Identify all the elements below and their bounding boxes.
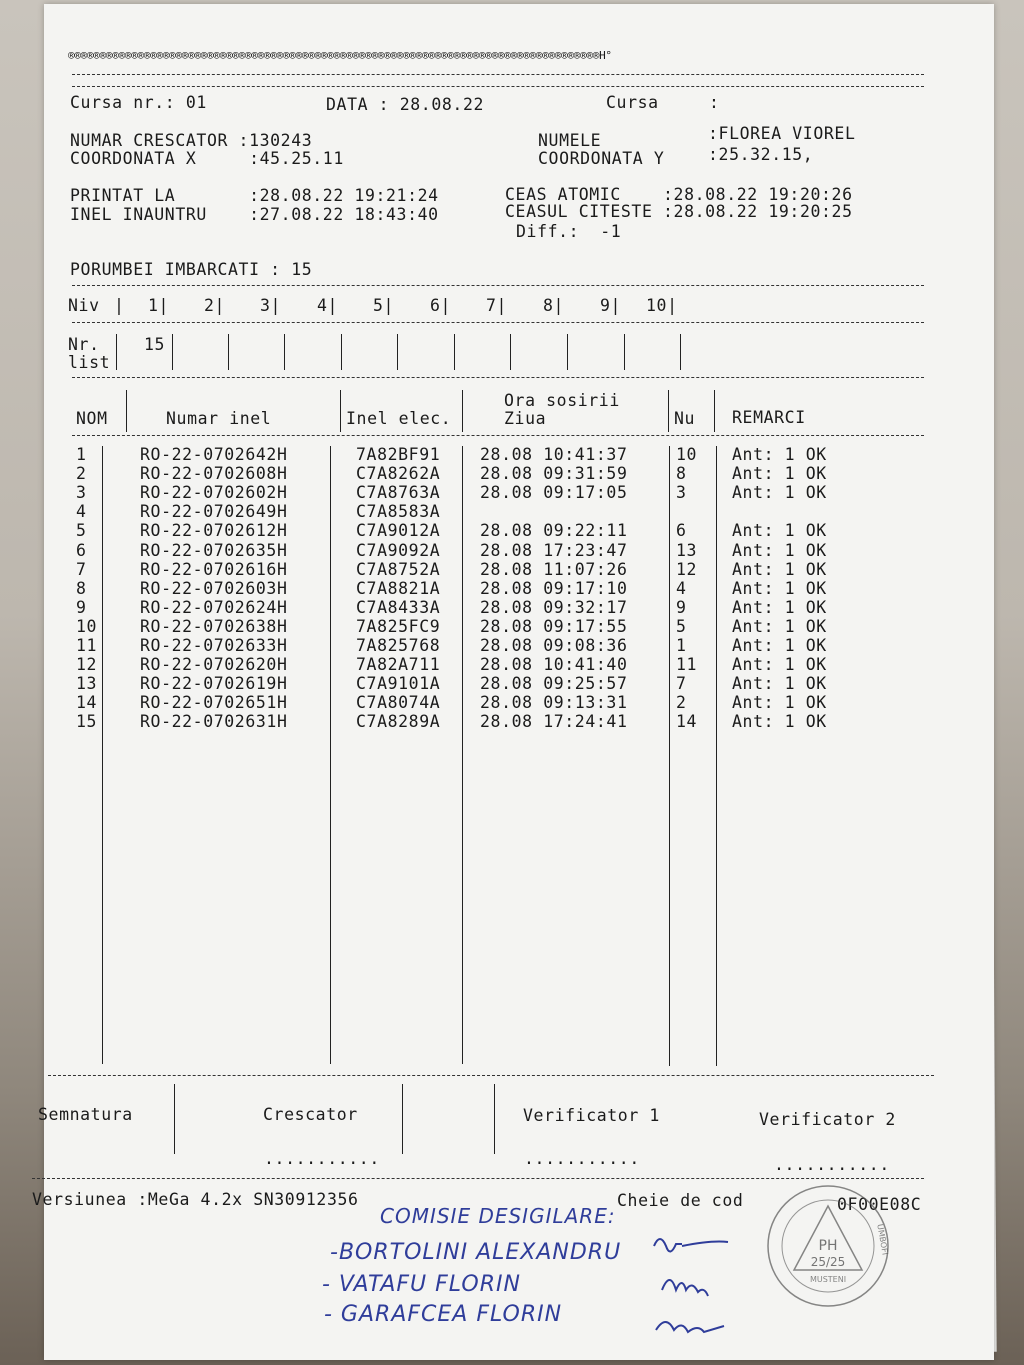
column-rule	[714, 390, 715, 432]
handwritten-commission-title: COMISIE DESIGILARE:	[380, 1204, 616, 1228]
nr-list-bar	[228, 334, 229, 370]
numele-value: :FLOREA VIOREL	[708, 124, 856, 143]
cell-nom: 3	[76, 483, 87, 503]
cell-nu: 7	[676, 674, 687, 694]
cell-numar-inel: RO-22-0702608H	[140, 464, 288, 484]
cell-nom: 7	[76, 559, 87, 579]
table-row	[44, 541, 994, 560]
coord-y-label: COORDONATA Y	[538, 149, 665, 168]
niv-separator: |	[114, 296, 125, 315]
list-label: list	[68, 353, 111, 372]
cell-nu: 8	[676, 464, 687, 484]
cell-nu: 11	[676, 655, 698, 675]
cell-ora-sosirii: 28.08 09:13:31	[480, 693, 628, 713]
cell-nom: 9	[76, 597, 87, 617]
cell-remarci: Ant: 1 OK	[732, 540, 827, 560]
col-ziua: Ziua	[504, 409, 547, 428]
cell-ora-sosirii: 28.08 17:23:47	[480, 540, 628, 560]
niv-cell: 7|	[486, 296, 508, 315]
cell-inel-elec: 7A82BF91	[356, 445, 441, 464]
cell-remarci: Ant: 1 OK	[732, 521, 827, 541]
cell-inel-elec: C7A9092A	[356, 540, 441, 560]
cheie-de-cod-label: Cheie de cod	[617, 1191, 744, 1210]
column-rule	[494, 1084, 495, 1154]
cell-numar-inel: RO-22-0702620H	[140, 655, 288, 675]
nr-list-bar	[680, 334, 681, 370]
niv-label: Niv	[68, 296, 100, 315]
svg-text:25/25: 25/25	[810, 1255, 846, 1269]
cheie-de-cod-value: 0F00E08C	[837, 1195, 922, 1214]
cell-numar-inel: RO-22-0702651H	[140, 693, 288, 713]
table-row	[44, 560, 994, 579]
niv-cell: 2|	[204, 296, 226, 315]
cell-inel-elec: C7A9101A	[356, 674, 441, 694]
divider	[72, 285, 924, 286]
table-row	[44, 579, 994, 598]
coord-y-value: :25.32.15,	[708, 145, 814, 164]
header-stars: ®®®®®®®®®®®®®®®®®®®®®®®®®®®®®®®®®®®®®®®®®®®®®®®®®®®®®®®®®®®®®®®®®®®®®®®®®®®®®®®®®®®®H°	[68, 49, 612, 62]
col-nu: Nu	[674, 409, 696, 428]
divider	[72, 435, 924, 436]
divider	[72, 322, 924, 323]
versiunea: Versiunea :MeGa 4.2x SN30912356	[32, 1190, 359, 1209]
cell-nom: 15	[76, 712, 98, 732]
cell-numar-inel: RO-22-0702612H	[140, 521, 288, 541]
cell-nu: 6	[676, 521, 687, 541]
crescator-label: Crescator	[263, 1105, 358, 1124]
diff: Diff.: -1	[516, 222, 622, 241]
cell-nom: 14	[76, 693, 98, 713]
table-row	[44, 445, 994, 464]
cell-remarci: Ant: 1 OK	[732, 483, 827, 503]
verificator2-label: Verificator 2	[759, 1110, 896, 1129]
cell-numar-inel: RO-22-0702619H	[140, 674, 288, 694]
cell-remarci: Ant: 1 OK	[732, 693, 827, 713]
cell-numar-inel: RO-22-0702631H	[140, 712, 288, 732]
handwritten-member-2: - VATAFU FLORIN	[322, 1272, 521, 1297]
cell-inel-elec: 7A82A711	[356, 655, 441, 675]
cell-nom: 1	[76, 445, 87, 464]
coord-x: COORDONATA X :45.25.11	[70, 149, 344, 168]
nr-list-bar	[510, 334, 511, 370]
cell-nom: 10	[76, 616, 98, 636]
nr-list-bar	[624, 334, 625, 370]
nr-list-bar	[567, 334, 568, 370]
svg-text:PH: PH	[818, 1238, 838, 1254]
cell-nom: 13	[76, 674, 98, 694]
nr-list-bar	[454, 334, 455, 370]
cell-numar-inel: RO-22-0702638H	[140, 616, 288, 636]
cell-ora-sosirii: 28.08 09:32:17	[480, 597, 628, 617]
svg-text:UMBOFI: UMBOFI	[875, 1223, 890, 1256]
table-row	[44, 464, 994, 483]
divider	[32, 1178, 924, 1179]
column-rule	[174, 1084, 175, 1154]
table-row	[44, 655, 994, 674]
cell-nu: 10	[676, 445, 698, 464]
cell-remarci: Ant: 1 OK	[732, 445, 827, 464]
cell-ora-sosirii: 28.08 17:24:41	[480, 712, 628, 732]
cell-nu: 13	[676, 540, 698, 560]
cell-remarci: Ant: 1 OK	[732, 464, 827, 484]
niv-cell: 1|	[148, 296, 170, 315]
cell-numar-inel: RO-22-0702633H	[140, 636, 288, 655]
verificator2-dots: ...........	[774, 1155, 890, 1174]
cell-remarci: Ant: 1 OK	[732, 674, 827, 694]
cell-inel-elec: C7A8433A	[356, 597, 441, 617]
handwritten-member-3: - GARAFCEA FLORIN	[324, 1302, 563, 1327]
cell-nu: 2	[676, 693, 687, 713]
cell-inel-elec: C7A8583A	[356, 502, 441, 522]
handwritten-member-1: -BORTOLINI ALEXANDRU	[330, 1240, 622, 1265]
cell-ora-sosirii: 28.08 09:17:10	[480, 578, 628, 598]
cell-nu: 9	[676, 597, 687, 617]
cell-nom: 4	[76, 502, 87, 522]
col-nom: NOM	[76, 409, 108, 428]
cell-nom: 2	[76, 464, 87, 484]
cell-nu: 12	[676, 559, 698, 579]
cell-nom: 12	[76, 655, 98, 675]
cell-remarci: Ant: 1 OK	[732, 712, 827, 732]
inel-inauntru: INEL INAUNTRU :27.08.22 18:43:40	[70, 205, 439, 224]
niv-cell: 6|	[430, 296, 452, 315]
cursa2-value: :	[709, 93, 720, 112]
svg-text:MUSTENI: MUSTENI	[809, 1275, 847, 1284]
cell-numar-inel: RO-22-0702624H	[140, 597, 288, 617]
cell-ora-sosirii: 28.08 10:41:37	[480, 445, 628, 464]
niv-cell: 9|	[600, 296, 622, 315]
column-rule	[340, 390, 341, 432]
cell-inel-elec: 7A825FC9	[356, 616, 441, 636]
niv-cell: 5|	[373, 296, 395, 315]
crescator-dots: ...........	[264, 1149, 380, 1168]
table-row	[44, 502, 994, 521]
cell-remarci: Ant: 1 OK	[732, 616, 827, 636]
niv-cell: 4|	[317, 296, 339, 315]
column-rule	[462, 390, 463, 432]
column-rule	[402, 1084, 403, 1154]
cell-inel-elec: C7A8821A	[356, 578, 441, 598]
cell-nu: 3	[676, 483, 687, 503]
cell-numar-inel: RO-22-0702649H	[140, 502, 288, 522]
data-field: DATA : 28.08.22	[326, 95, 485, 114]
column-rule	[668, 390, 669, 432]
semnatura-label: Semnatura	[38, 1105, 133, 1124]
cell-nu: 4	[676, 578, 687, 598]
cell-inel-elec: C7A8074A	[356, 693, 441, 713]
cell-numar-inel: RO-22-0702635H	[140, 540, 288, 560]
col-remarci: REMARCI	[732, 408, 806, 427]
cell-remarci: Ant: 1 OK	[732, 655, 827, 675]
divider	[48, 1075, 934, 1076]
cell-numar-inel: RO-22-0702616H	[140, 559, 288, 579]
table-row	[44, 521, 994, 540]
cell-inel-elec: 7A825768	[356, 636, 441, 655]
verificator1-label: Verificator 1	[523, 1106, 660, 1125]
cell-nu: 14	[676, 712, 698, 732]
ceas-atomic: CEAS ATOMIC :28.08.22 19:20:26	[505, 185, 853, 204]
niv-cell: 8|	[543, 296, 565, 315]
table-row	[44, 617, 994, 636]
column-rule	[126, 390, 127, 432]
cursa-nr: Cursa nr.: 01	[70, 93, 207, 112]
nr-list-value: 15	[144, 335, 166, 354]
niv-cell: 3|	[260, 296, 282, 315]
nr-label: Nr.	[68, 335, 100, 354]
cell-remarci: Ant: 1 OK	[732, 578, 827, 598]
cell-ora-sosirii: 28.08 11:07:26	[480, 559, 628, 579]
numele-label: NUMELE	[538, 131, 602, 150]
cell-ora-sosirii: 28.08 09:17:05	[480, 483, 628, 503]
cell-remarci: Ant: 1 OK	[732, 636, 827, 655]
cell-numar-inel: RO-22-0702602H	[140, 483, 288, 503]
handwritten-signatures	[644, 1232, 764, 1352]
col-inel-elec: Inel elec.	[346, 409, 452, 428]
nr-list-bar	[116, 334, 117, 370]
cell-inel-elec: C7A8752A	[356, 559, 441, 579]
table-row	[44, 712, 994, 731]
cell-nom: 5	[76, 521, 87, 541]
cell-numar-inel: RO-22-0702642H	[140, 445, 288, 464]
cursa2-label: Cursa	[606, 93, 659, 112]
cell-ora-sosirii: 28.08 09:17:55	[480, 616, 628, 636]
printed-sheet	[32, 4, 994, 1360]
official-stamp	[764, 1182, 892, 1310]
numar-crescator: NUMAR CRESCATOR :130243	[70, 131, 313, 150]
cell-inel-elec: C7A8289A	[356, 712, 441, 732]
cell-nom: 11	[76, 636, 98, 655]
cell-remarci: Ant: 1 OK	[732, 597, 827, 617]
col-ora-sosirii: Ora sosirii	[504, 391, 620, 410]
cell-ora-sosirii: 28.08 09:31:59	[480, 464, 628, 484]
divider	[72, 377, 924, 378]
cell-ora-sosirii: 28.08 09:08:36	[480, 636, 628, 655]
niv-cell: 10|	[646, 296, 678, 315]
cell-ora-sosirii: 28.08 10:41:40	[480, 655, 628, 675]
col-numar-inel: Numar inel	[166, 409, 272, 428]
porumbei-imbarcati: PORUMBEI IMBARCATI : 15	[70, 260, 313, 279]
ceasul-citeste: CEASUL CITESTE :28.08.22 19:20:25	[505, 202, 853, 221]
nr-list-bar	[172, 334, 173, 370]
cell-nu: 5	[676, 616, 687, 636]
cell-ora-sosirii: 28.08 09:22:11	[480, 521, 628, 541]
cell-inel-elec: C7A8763A	[356, 483, 441, 503]
cell-numar-inel: RO-22-0702603H	[140, 578, 288, 598]
divider	[72, 74, 924, 75]
cell-inel-elec: C7A9012A	[356, 521, 441, 541]
table-row	[44, 483, 994, 502]
verificator1-dots: ...........	[524, 1149, 640, 1168]
cell-nom: 6	[76, 540, 87, 560]
table-row	[44, 674, 994, 693]
cell-nu: 1	[676, 636, 687, 655]
nr-list-bar	[397, 334, 398, 370]
nr-list-bar	[341, 334, 342, 370]
table-row	[44, 636, 994, 655]
table-row	[44, 693, 994, 712]
cell-inel-elec: C7A8262A	[356, 464, 441, 484]
cell-ora-sosirii: 28.08 09:25:57	[480, 674, 628, 694]
cell-remarci: Ant: 1 OK	[732, 559, 827, 579]
nr-list-bar	[284, 334, 285, 370]
divider	[72, 86, 924, 87]
cell-nom: 8	[76, 578, 87, 598]
printat-la: PRINTAT LA :28.08.22 19:21:24	[70, 186, 439, 205]
table-row	[44, 598, 994, 617]
